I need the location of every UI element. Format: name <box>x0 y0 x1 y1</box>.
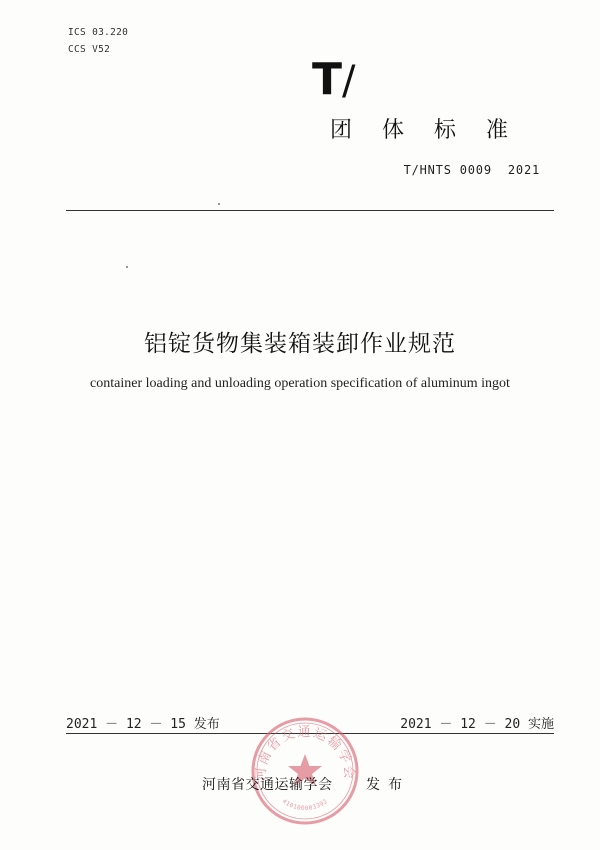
logo-slash: / <box>342 58 356 104</box>
scan-speck <box>218 203 220 205</box>
document-title-chinese: 铝锭货物集装箱装卸作业规范 <box>144 331 456 357</box>
seal-code: 410100003392 <box>280 797 330 813</box>
implementation-date: 2021 － 12 － 20 实施 <box>400 717 554 732</box>
publisher-name: 河南省交通运输学会 <box>202 777 333 793</box>
release-label: 发布 <box>366 777 410 793</box>
logo-letter: T <box>312 54 343 105</box>
ccs-code: CCS V52 <box>68 44 111 55</box>
issue-date: 2021 － 12 － 15 发布 <box>66 717 220 732</box>
scan-speck <box>126 266 128 268</box>
standard-logo <box>312 54 356 105</box>
official-seal-stamp <box>248 714 362 828</box>
document-title-english: container loading and unloading operation specification of aluminum ingot <box>90 376 510 391</box>
seal-text: 河南省交通运输学会 <box>253 725 357 782</box>
standard-number: T/HNTS 0009 2021 <box>403 163 540 177</box>
ics-code: ICS 03.220 <box>68 27 129 38</box>
standard-type: 团体标准 <box>330 118 539 143</box>
header-divider <box>66 210 554 211</box>
classification-codes <box>68 24 128 58</box>
svg-text:410100003392 <box>281 798 329 812</box>
